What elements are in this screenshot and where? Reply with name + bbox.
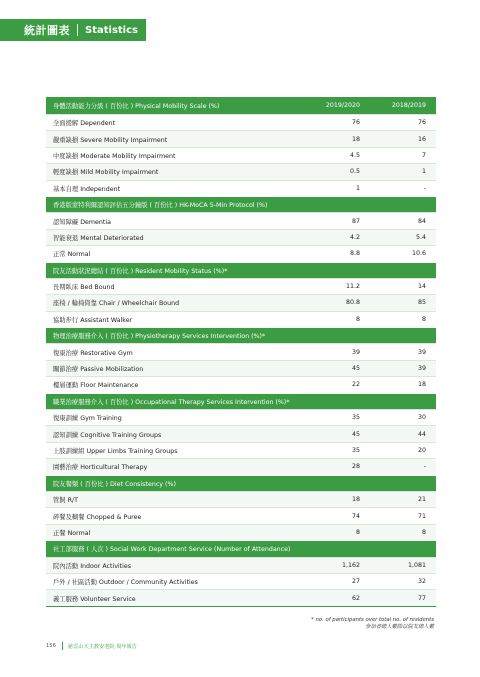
table-section-header bbox=[46, 327, 436, 343]
table-row bbox=[46, 114, 436, 130]
row-label: 正餐 Normal bbox=[53, 529, 91, 537]
value-2019-2020: 39 bbox=[351, 348, 360, 356]
row-label: 認知障礙 Dementia bbox=[53, 218, 111, 226]
value-2018-2019: - bbox=[423, 184, 426, 192]
footer-divider bbox=[62, 642, 63, 650]
value-2019-2020: 1,162 bbox=[341, 561, 360, 569]
table-row bbox=[46, 409, 436, 425]
table-section-header bbox=[46, 393, 436, 409]
table-row bbox=[46, 278, 436, 294]
value-2018-2019: 5.4 bbox=[415, 233, 426, 241]
table-row bbox=[46, 212, 436, 228]
row-label: 院內活動 Indoor Activities bbox=[53, 562, 132, 570]
value-2018-2019: 16 bbox=[417, 135, 426, 143]
table-row bbox=[46, 311, 436, 327]
value-2019-2020: 35 bbox=[351, 414, 360, 422]
banner-title-en: Statistics bbox=[85, 24, 138, 36]
value-2018-2019: 84 bbox=[417, 217, 426, 225]
value-2018-2019: 14 bbox=[417, 283, 426, 291]
value-2019-2020: 80.8 bbox=[345, 299, 360, 307]
row-label: 長期臥床 Bed Bound bbox=[53, 284, 115, 292]
value-2019-2020: 45 bbox=[351, 365, 360, 373]
section-title: 職業治療服務介入 ( 百份比 ) Occupational Therapy Services Intervention (%)* bbox=[53, 398, 290, 406]
footnote-zh: 參加者總人數除以院友總人數 bbox=[365, 624, 434, 630]
section-title: 院友餐類 ( 百份比 ) Diet Consistency (%) bbox=[53, 480, 176, 488]
value-2018-2019: 71 bbox=[417, 512, 426, 520]
value-2018-2019: 32 bbox=[417, 578, 426, 586]
row-label: 上肢訓練組 Upper Limbs Training Groups bbox=[53, 448, 178, 455]
value-2019-2020: 76 bbox=[351, 119, 360, 127]
value-2018-2019: 8 bbox=[421, 528, 426, 536]
table-row bbox=[46, 294, 436, 310]
value-2018-2019: 30 bbox=[417, 414, 426, 422]
row-label: 關節治療 Passive Mobilization bbox=[53, 366, 144, 374]
table-row bbox=[46, 524, 436, 540]
value-2018-2019: 1,081 bbox=[407, 561, 426, 569]
row-label: 正常 Normal bbox=[53, 251, 91, 259]
section-title: 香港版蒙特利爾認知評估五分鐘版 ( 百份比 ) HK-MoCA 5-Min Protocol (%) bbox=[53, 202, 268, 210]
table-row bbox=[46, 163, 436, 179]
table-row bbox=[46, 458, 436, 474]
row-label: 認知訓練 Cognitive Training Groups bbox=[53, 431, 162, 439]
table-row bbox=[46, 130, 436, 146]
page-number: 156 bbox=[46, 643, 56, 649]
row-label: 園藝治療 Horticultural Therapy bbox=[53, 464, 148, 472]
value-2018-2019: 1 bbox=[421, 168, 426, 176]
value-2019-2020: 62 bbox=[351, 594, 360, 602]
row-label: 復康訓練 Gym Training bbox=[53, 415, 122, 423]
footnote bbox=[311, 617, 434, 631]
page-footer bbox=[46, 642, 137, 650]
row-label: 復康治療 Restorative Gym bbox=[53, 349, 133, 357]
table-row bbox=[46, 229, 436, 245]
row-label: 全面援解 Dependent bbox=[53, 120, 116, 128]
value-2018-2019: 21 bbox=[417, 496, 426, 504]
table-header-col-2018-2019: 2018/2019 bbox=[391, 102, 426, 109]
table-section-header bbox=[46, 262, 436, 278]
table-row bbox=[46, 573, 436, 589]
value-2019-2020: 0.5 bbox=[349, 168, 360, 176]
section-banner bbox=[0, 19, 146, 41]
table-row bbox=[46, 180, 436, 196]
value-2018-2019: 85 bbox=[417, 299, 426, 307]
row-label: 座椅 / 輪椅倚靠 Chair / Wheelchair Bound bbox=[53, 300, 180, 308]
table-header-row bbox=[46, 97, 436, 114]
value-2018-2019: 39 bbox=[417, 365, 426, 373]
table-row bbox=[46, 507, 436, 523]
value-2019-2020: 4.2 bbox=[349, 233, 360, 241]
value-2018-2019: 10.6 bbox=[411, 250, 426, 258]
footer-text: 慈雲山天主教安老院 周年報告 bbox=[67, 643, 137, 650]
row-label: 義工服務 Volunteer Service bbox=[53, 595, 136, 603]
table-row bbox=[46, 589, 436, 605]
table-row bbox=[46, 376, 436, 392]
table-row bbox=[46, 343, 436, 359]
table-row bbox=[46, 425, 436, 441]
row-label: 協助步行 Assistant Walker bbox=[53, 316, 133, 324]
table-section-header bbox=[46, 475, 436, 491]
table-section-header bbox=[46, 196, 436, 212]
banner-title-zh: 統計圖表 bbox=[24, 24, 70, 37]
value-2019-2020: 8 bbox=[355, 315, 360, 323]
table-row bbox=[46, 442, 436, 458]
statistics-table bbox=[46, 97, 436, 607]
value-2018-2019: 44 bbox=[417, 430, 426, 438]
row-label: 中度缺損 Moderate Mobility Impairment bbox=[53, 152, 176, 160]
value-2019-2020: 18 bbox=[351, 496, 360, 504]
value-2019-2020: 1 bbox=[355, 184, 360, 192]
value-2018-2019: - bbox=[423, 463, 426, 471]
banner-divider bbox=[77, 24, 78, 36]
table-row bbox=[46, 147, 436, 163]
value-2018-2019: 76 bbox=[417, 119, 426, 127]
table-row bbox=[46, 360, 436, 376]
row-label: 戶外 / 社區活動 Outdoor / Community Activities bbox=[53, 579, 198, 587]
footnote-en: * no. of participants over total no. of residents bbox=[311, 617, 434, 623]
value-2019-2020: 87 bbox=[351, 217, 360, 225]
value-2019-2020: 8 bbox=[355, 528, 360, 536]
table-section-header bbox=[46, 540, 436, 556]
value-2019-2020: 18 bbox=[351, 135, 360, 143]
row-label: 碎餐及糊餐 Chopped & Puree bbox=[53, 513, 142, 521]
table-row bbox=[46, 491, 436, 507]
row-label: 輕度缺損 Mild Mobility Impairment bbox=[53, 169, 159, 177]
value-2018-2019: 7 bbox=[421, 151, 426, 159]
value-2019-2020: 27 bbox=[351, 578, 360, 586]
value-2019-2020: 8.8 bbox=[349, 250, 360, 258]
table-row bbox=[46, 245, 436, 261]
value-2018-2019: 18 bbox=[417, 381, 426, 389]
table-row bbox=[46, 557, 436, 573]
row-label: 管飼 R/T bbox=[53, 497, 78, 505]
value-2019-2020: 4.5 bbox=[349, 151, 360, 159]
row-label: 智能衰退 Mental Deteriorated bbox=[53, 234, 144, 242]
value-2019-2020: 11.2 bbox=[345, 283, 360, 291]
row-label: 樓層運動 Floor Maintenance bbox=[53, 382, 139, 390]
value-2019-2020: 22 bbox=[351, 381, 360, 389]
value-2018-2019: 20 bbox=[417, 447, 426, 454]
row-label: 嚴重缺損 Severe Mobility Impairment bbox=[53, 136, 168, 144]
value-2018-2019: 77 bbox=[417, 594, 426, 602]
table-header-label: 身體活動能力分級 ( 百份比 ) Physical Mobility Scale (%) bbox=[53, 103, 220, 110]
value-2019-2020: 74 bbox=[351, 512, 360, 520]
row-label: 基本自理 Independent bbox=[53, 185, 121, 193]
section-title: 院友活動狀況總結 ( 百份比 ) Resident Mobility Status (%)* bbox=[53, 267, 228, 275]
table-header-col-2019-2020: 2019/2020 bbox=[325, 102, 360, 109]
value-2018-2019: 39 bbox=[417, 348, 426, 356]
value-2019-2020: 35 bbox=[351, 447, 360, 454]
value-2018-2019: 8 bbox=[421, 315, 426, 323]
section-title: 物理治療服務介入 ( 百份比 ) Physiotherapy Services Intervention (%)* bbox=[53, 333, 266, 341]
value-2019-2020: 28 bbox=[351, 463, 360, 471]
section-title: 社工部服務 ( 人次 ) Social Work Department Service (Number of Attendance) bbox=[53, 546, 291, 554]
value-2019-2020: 45 bbox=[351, 430, 360, 438]
